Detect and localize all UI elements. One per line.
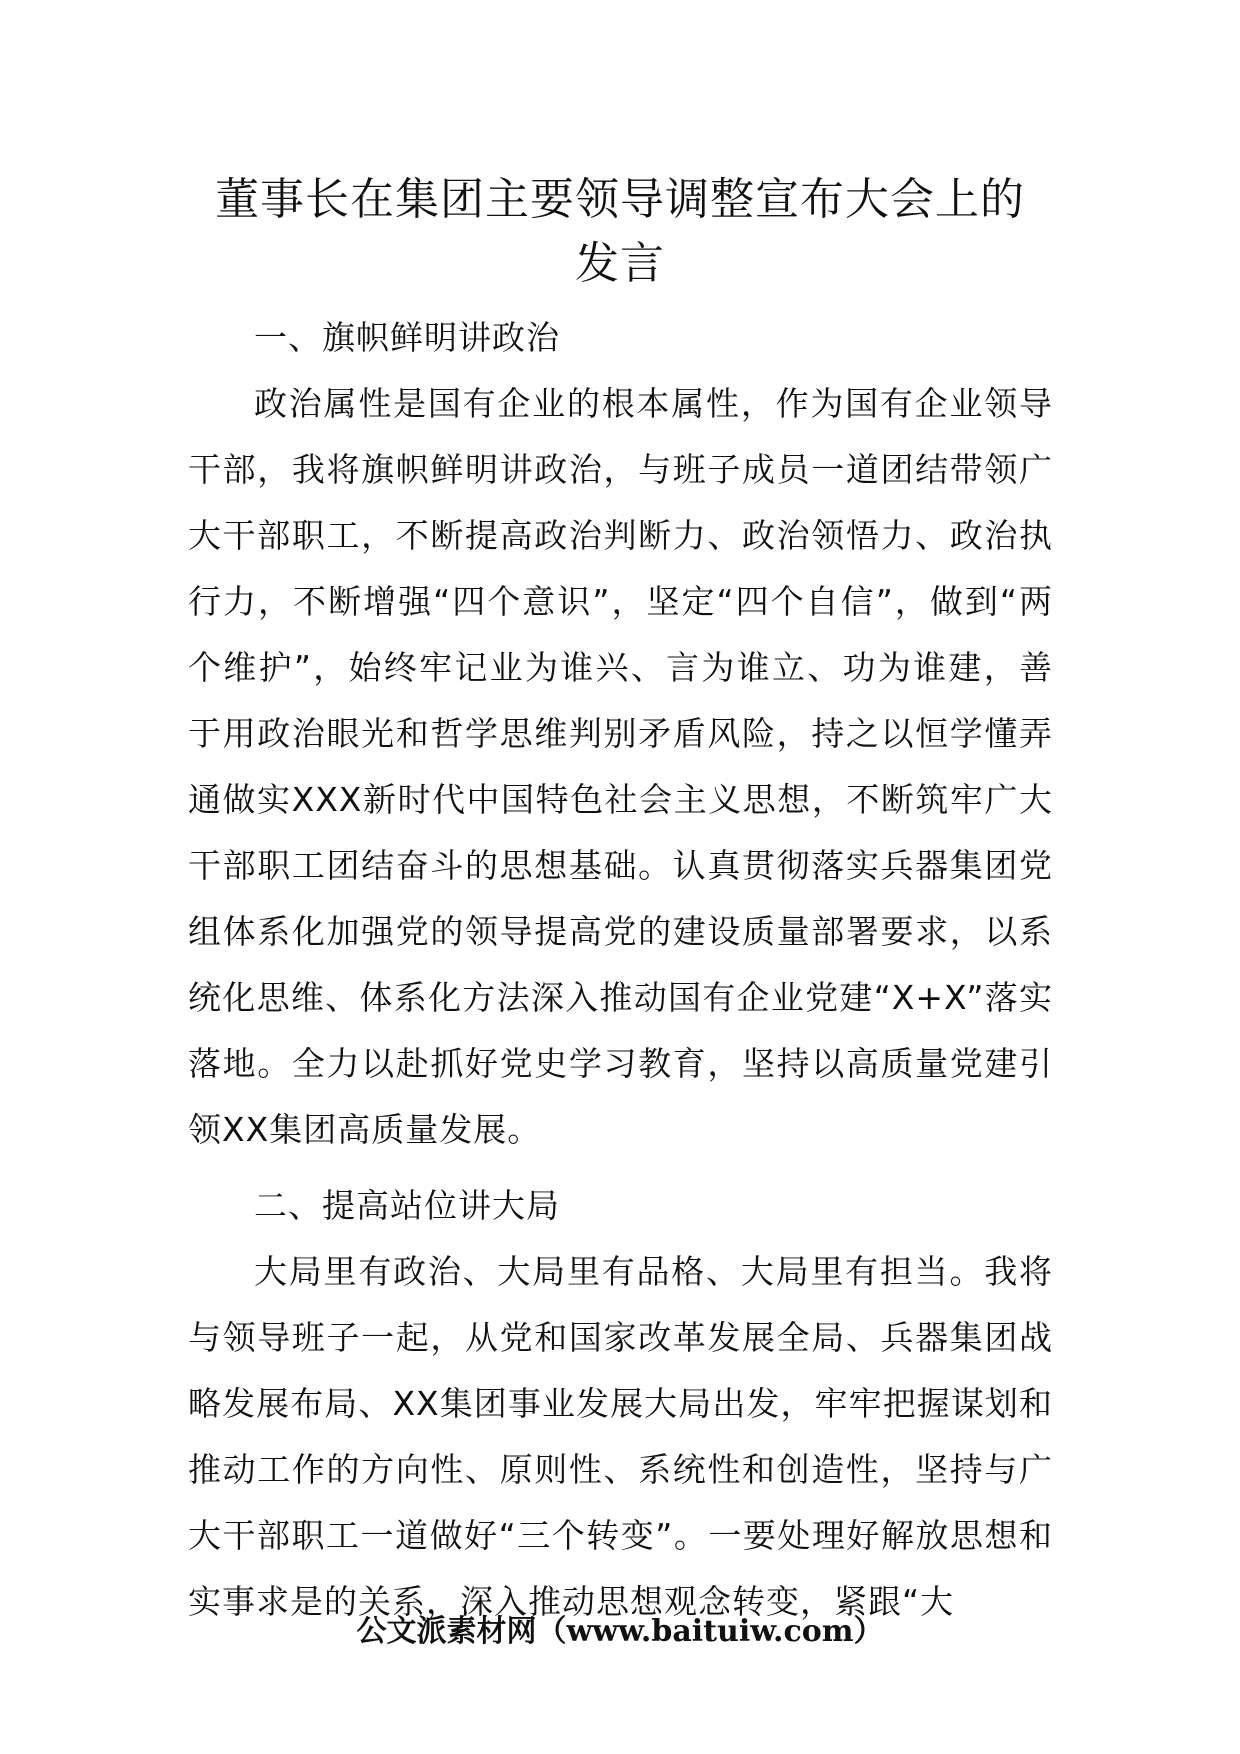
section-heading-2: 二、提高站位讲大局 (254, 1186, 560, 1225)
section-spacer (188, 1163, 1053, 1173)
section-heading-1: 一、旗帜鲜明讲政治 (254, 318, 560, 357)
document-title-line-1: 董事长在集团主要领导调整宣布大会上的 (215, 174, 1025, 225)
document-title-line-2: 发言 (575, 238, 665, 289)
section-paragraph-1: 政治属性是国有企业的根本属性，作为国有企业领导干部，我将旗帜鲜明讲政治，与班子成员一道团结带领广大干部职工，不断提高政治判断力、政治领悟力、政治执行力，不断增强“四个意识”，坚定“四个自信”，做到“两个维护”，始终牢记业为谁兴、言为谁立、功为谁建，善于用政治眼光和哲学思维判别矛盾风险，持之以恒学懂弄通做实XXX新时代中国特色社会主义思想，不断筑牢广大干部职工团结奋斗的思想基础。认真贯彻落实兵器集团党组体系化加强党的领导提高党的建设质量部署要求，以系统化思维、体系化方法深入推动国有企业党建“X+X”落实落地。全力以赴抓好党史学习教育，坚持以高质量党建引领XX集团高质量发展。 (188, 384, 1053, 1149)
footer-watermark: 公文派素材网（www.baituiw.com） (356, 1614, 884, 1649)
document-body (188, 305, 1053, 1635)
section-paragraph-2: 大局里有政治、大局里有品格、大局里有担当。我将与领导班子一起，从党和国家改革发展全局、兵器集团战略发展布局、XX集团事业发展大局出发，牢牢把握谋划和推动工作的方向性、原则性、系统性和创造性，坚持与广大干部职工一道做好“三个转变”。一要处理好解放思想和实事求是的关系，深入推动思想观念转变，紧跟“大 (188, 1252, 1053, 1621)
